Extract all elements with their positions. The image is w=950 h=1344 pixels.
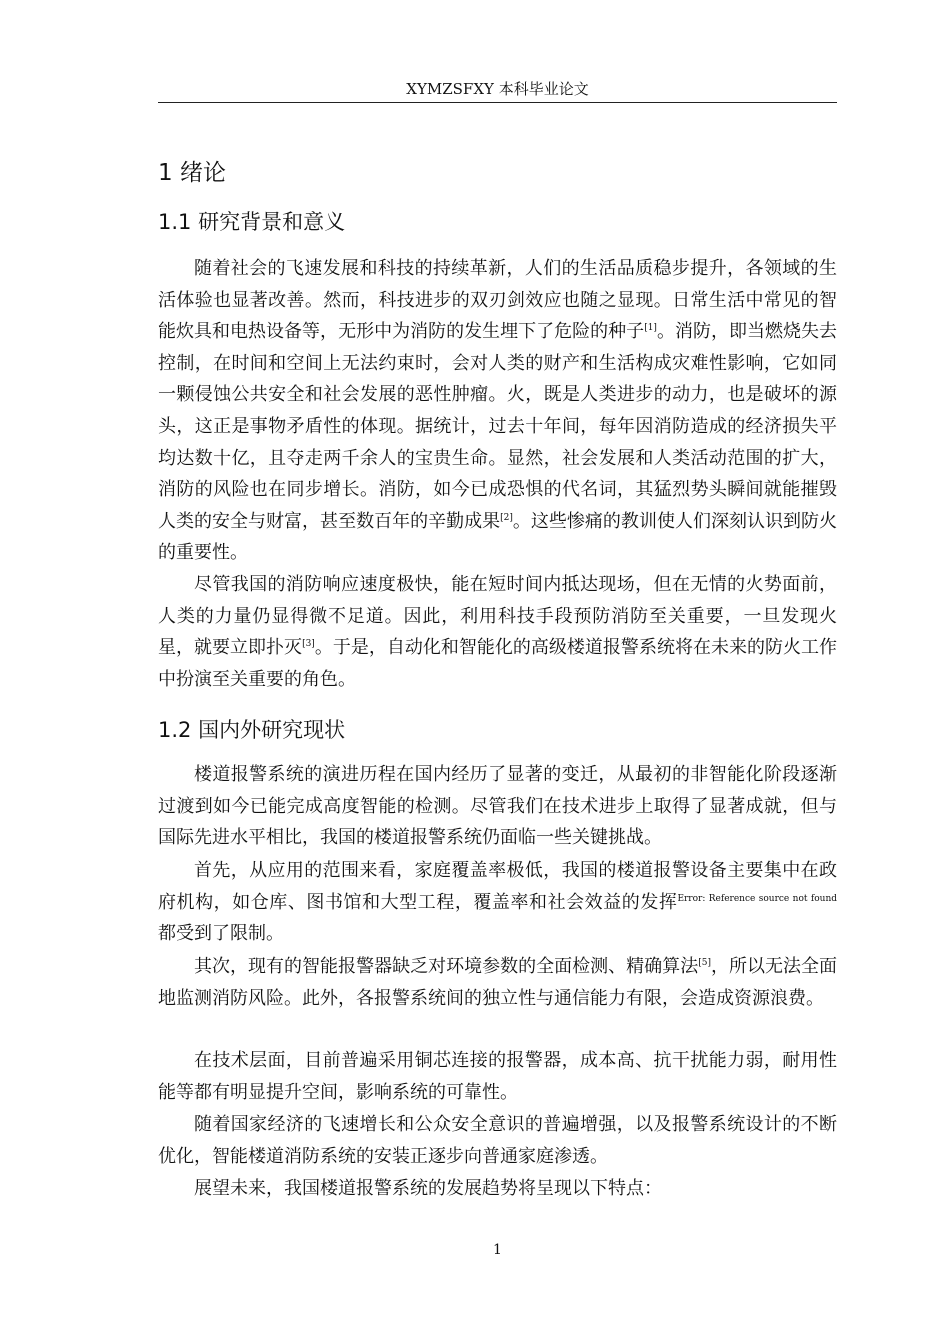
citation-2: [2] bbox=[500, 512, 513, 523]
paragraph-status-5: 随着国家经济的飞速增长和公众安全意识的普遍增强，以及报警系统设计的不断优化，智能楼道消防系统的安装正逐步向普通家庭渗透。 bbox=[158, 1114, 837, 1167]
citation-1: [1] bbox=[644, 323, 657, 334]
citation-5: [5] bbox=[698, 958, 711, 968]
paragraph-status-1: 楼道报警系统的演进历程在国内经历了显著的变迁，从最初的非智能化阶段逐渐过渡到如今已能完成高度智能的检测。尽管我们在技术进步上取得了显著成就，但与国际先进水平相比，我国的楼道报警系统仍面临一些关键挑战。 bbox=[158, 764, 837, 849]
paragraph-status-4: 在技术层面，目前普遍采用铜芯连接的报警器，成本高、抗干扰能力弱，耐用性能等都有明显提升空间，影响系统的可靠性。 bbox=[158, 1050, 837, 1103]
paragraph-text: 都受到了限制。 bbox=[158, 923, 284, 945]
paragraph-text: 。于是，自动化和智能化的高级楼道报警系统将在未来的防火工作中扮演至关重要的角色。 bbox=[158, 637, 838, 690]
paragraph-text: ，所以无法全面地监测消防风险。此外，各报警系统间的独立性与通信能力有限，会造成资源浪费。 bbox=[158, 956, 838, 1009]
paragraph-text: 随着社会的飞速发展和科技的持续革新，人们的生活品质稳步提升，各领域的生活体验也显著改善。然而，科技进步的双刃剑效应也随之显现。日常生活中常见的智能炊具和电热设备等，无形中为消防的发生埋下了危险的种子 bbox=[158, 258, 837, 343]
paragraph-status-2 bbox=[158, 855, 837, 950]
reference-error: Error: Reference source not found bbox=[677, 893, 838, 904]
running-header: XYMZSFXY 本科毕业论文 bbox=[406, 80, 589, 98]
paragraph-background-1 bbox=[158, 253, 837, 569]
paragraph-status-3 bbox=[158, 951, 837, 1014]
section-1-1-title: 1.1 研究背景和意义 bbox=[158, 210, 346, 234]
section-1-2-title: 1.2 国内外研究现状 bbox=[158, 718, 346, 742]
paragraph-text: 。消防，即当燃烧失去控制，在时间和空间上无法约束时，会对人类的财产和生活构成灾难性影响，它如同一颗侵蚀公共安全和社会发展的恶性肿瘤。火，既是人类进步的动力，也是破坏的源头，这正是事物矛盾性的体现。据统计，过去十年间，每年因消防造成的经济损失平均达数十亿，且夺走两千余人的宝贵生命。显然，社会发展和人类活动范围的扩大，消防的风险也在同步增长。消防，如今已成恐惧的代名词，其猛烈势头瞬间就能摧毁人类的安全与财富，甚至数百年的辛勤成果 bbox=[158, 321, 838, 532]
paragraph-background-2 bbox=[158, 569, 837, 695]
paragraph-text: 首先，从应用的范围来看，家庭覆盖率极低，我国的楼道报警设备主要集中在政府机构，如仓库、图书馆和大型工程，覆盖率和社会效益的发挥 bbox=[158, 860, 837, 913]
chapter-title: 1 绪论 bbox=[158, 160, 226, 186]
citation-3: [3] bbox=[302, 639, 315, 650]
paragraph-text: 。这些惨痛的教训使人们深刻认识到防火的重要性。 bbox=[158, 510, 838, 564]
page-number: 1 bbox=[493, 1242, 502, 1258]
paragraph-status-6: 展望未来，我国楼道报警系统的发展趋势将呈现以下特点： bbox=[194, 1178, 662, 1199]
paragraph-text: 其次，现有的智能报警器缺乏对环境参数的全面检测、精确算法 bbox=[194, 956, 699, 977]
paragraph-text: 尽管我国的消防响应速度极快，能在短时间内抵达现场，但在无情的火势面前，人类的力量仍显得微不足道。因此，利用科技手段预防消防至关重要，一旦发现火星，就要立即扑灭 bbox=[158, 574, 837, 659]
header-rule bbox=[158, 102, 837, 103]
